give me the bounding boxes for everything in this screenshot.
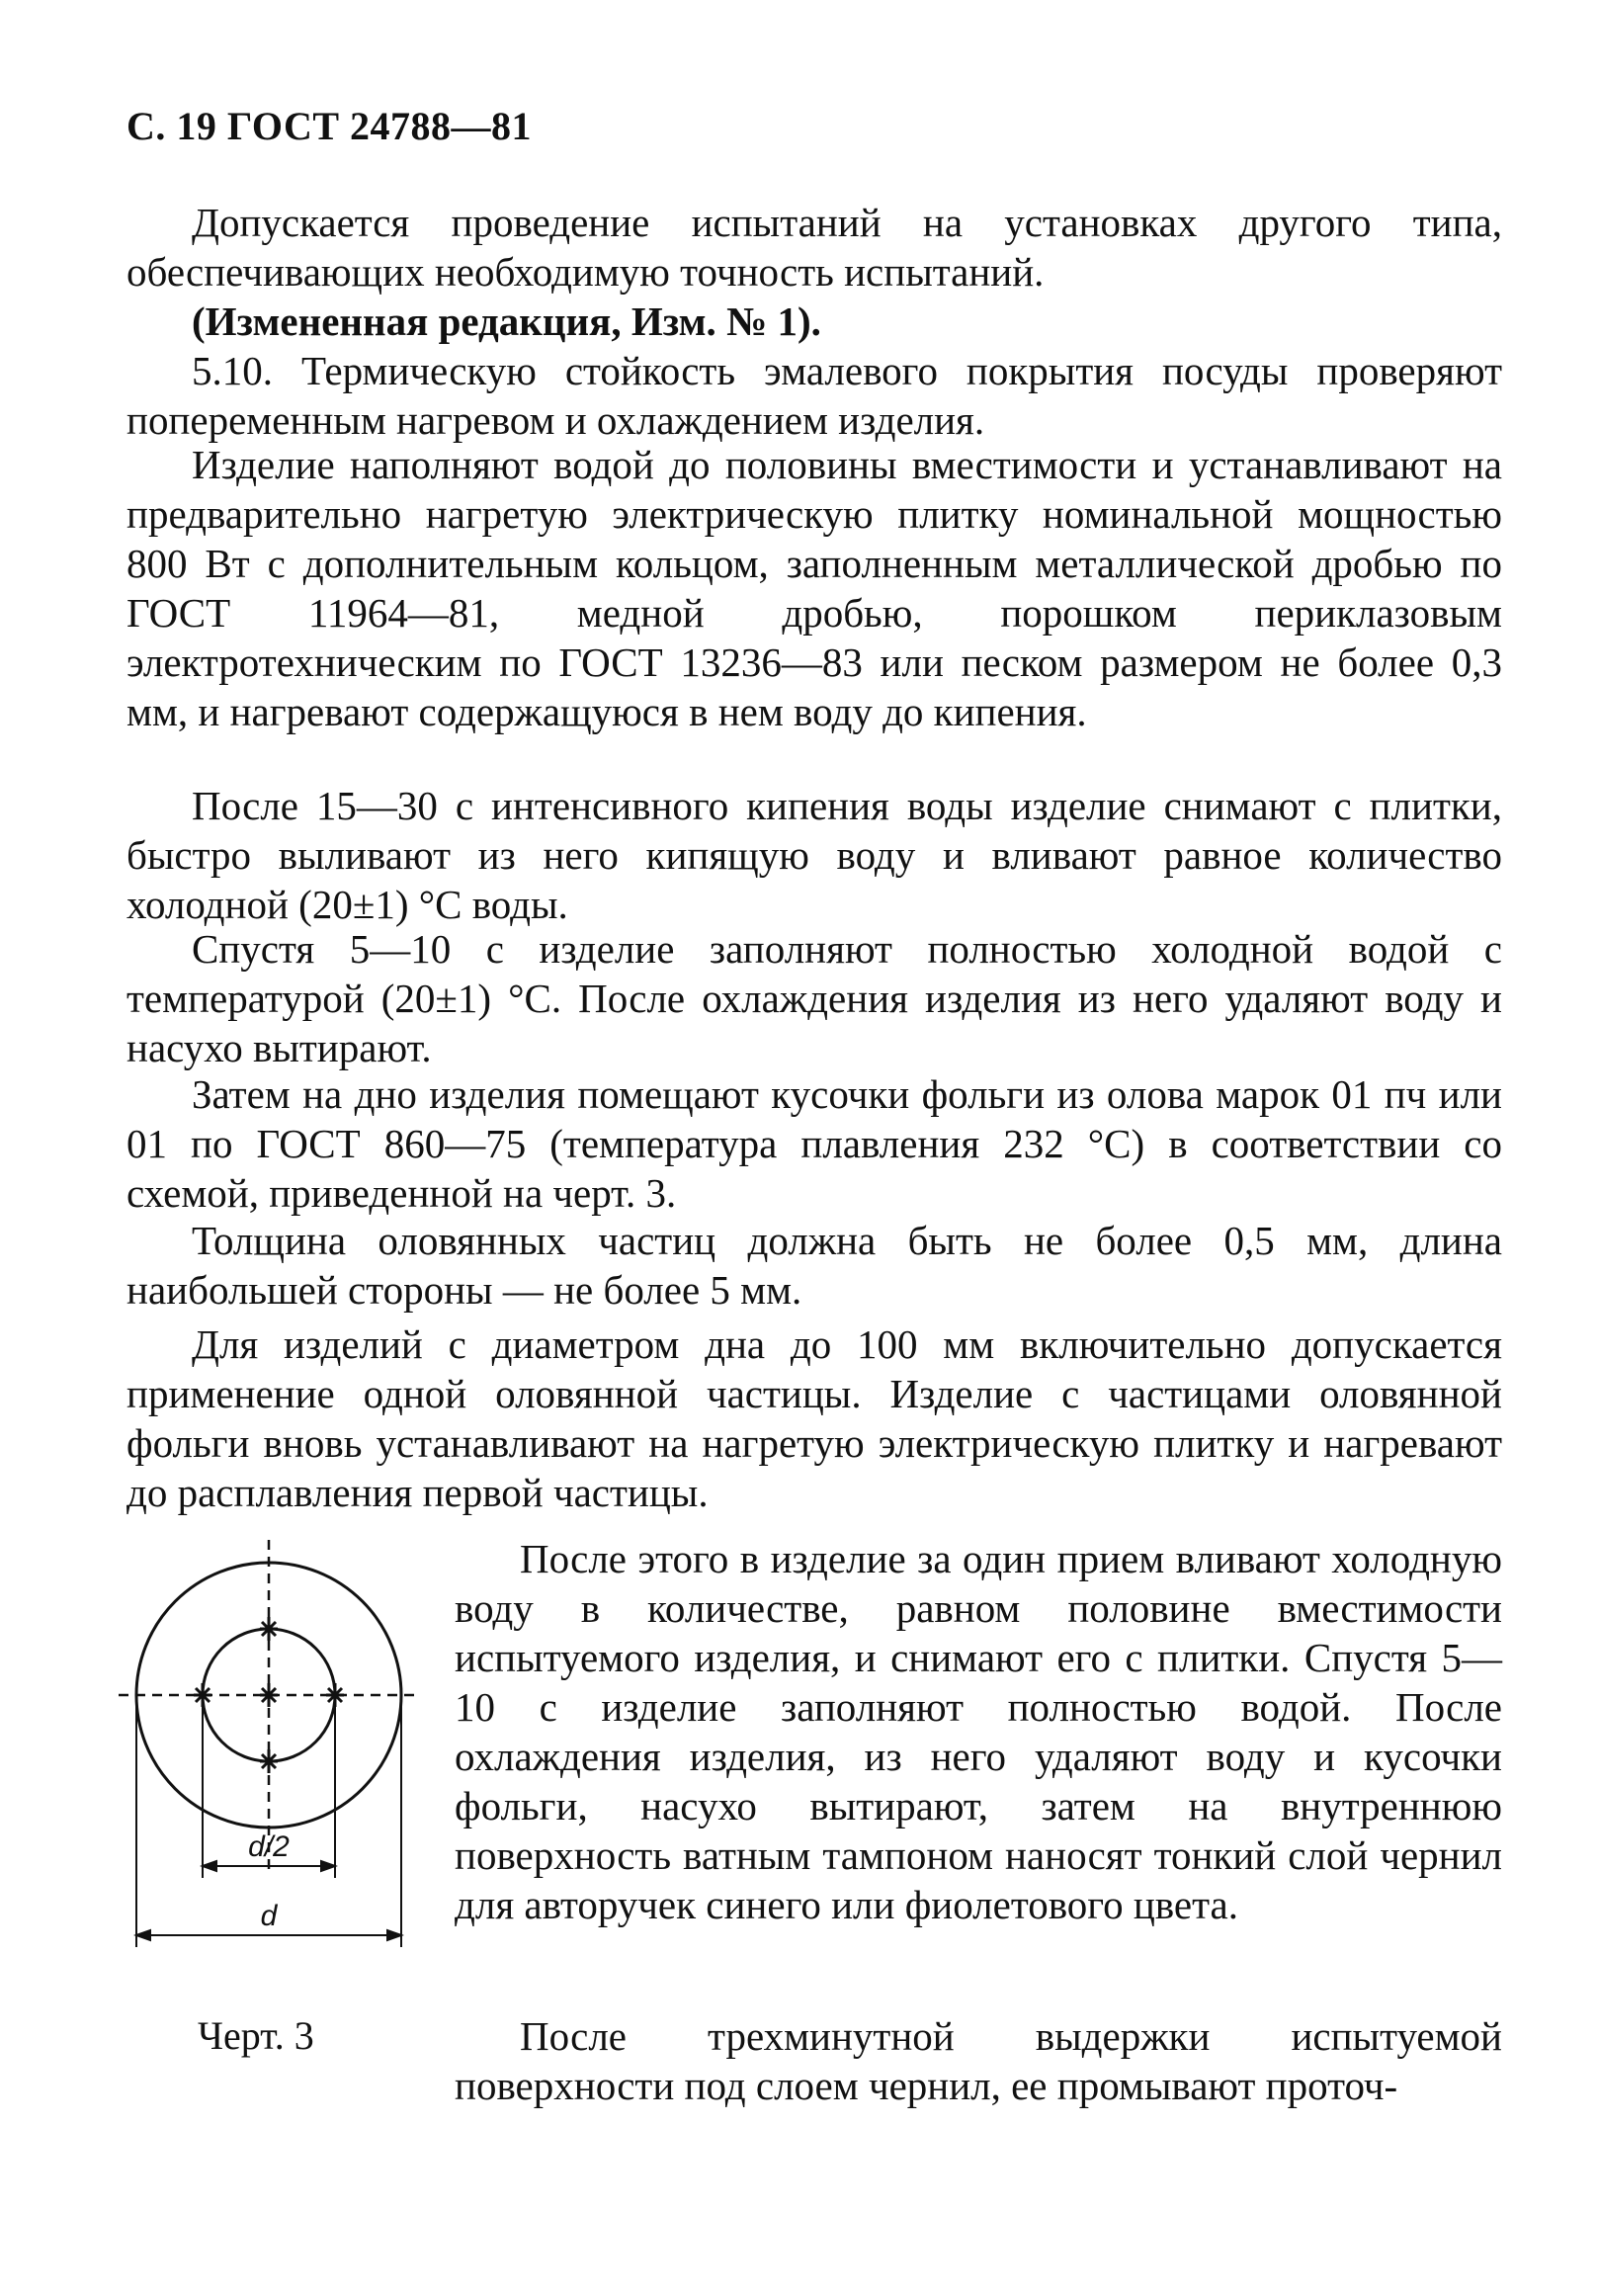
paragraph-amendment-note: (Измененная редакция, Изм. № 1).: [192, 298, 821, 344]
paragraph-cold-water-step: Спустя 5—10 с изделие заполняют полностью холодной водой с температурой (20±1) °С. После охлаждения изделия из него удаляют воду и насухо вытирают.: [126, 926, 1502, 1070]
paragraph-boiling-step: После 15—30 с интенсивного кипения воды изделие снимают с плитки, быстро выливают из него кипящую воду и вливают равное количество холодной (20±1) °С воды.: [126, 783, 1502, 927]
paragraph-single-particle: Для изделий с диаметром дна до 100 мм включительно допускается применение одной оловянной частицы. Изделие с частицами оловянной фольги вновь устанавливают на нагретую электрическую плитку и нагревают до расплавления первой частицы.: [126, 1321, 1502, 1515]
paragraph-ink-exposure: После трехминутной выдержки испытуемой поверхности под слоем чернил, ее промывают проточ-: [455, 2013, 1502, 2108]
dimension-label-full: d: [260, 1900, 278, 1932]
paragraph-cooling-and-ink: После этого в изделие за один прием вливают холодную воду в количестве, равном половине вместимости испытуемого изделия, и снимают его с плитки. Спустя 5—10 с изделие заполняют полностью водой. После охлаждения изделия, из него удаляют воду и кусочки фольги, насухо вытирают, затем на внутреннюю поверхность ватным тампоном наносят тонкий слой чернил для авторучек синего или фиолетового цвета.: [455, 1536, 1502, 1927]
paragraph-particle-size: Толщина оловянных частиц должна быть не более 0,5 мм, длина наибольшей стороны — не более 5 мм.: [126, 1218, 1502, 1313]
dimension-label-half: d/2: [248, 1830, 290, 1863]
page-header: С. 19 ГОСТ 24788—81: [126, 104, 533, 148]
figure-3-placement-scheme: [119, 1532, 445, 1997]
figure-caption: Черт. 3: [198, 2013, 314, 2058]
paragraph-5-10-thermal-resistance: 5.10. Термическую стойкость эмалевого покрытия посуды проверяют попеременным нагревом и охлаждением изделия.: [126, 348, 1502, 443]
paragraph-heating-procedure: Изделие наполняют водой до половины вместимости и устанавливают на предварительно нагретую электрическую плитку номинальной мощностью 800 Вт с дополнительным кольцом, заполненным металлической дробью по ГОСТ 11964—81, медной дробью, порошком периклазовым электротехническим по ГОСТ 13236—83 или песком размером не более 0,3 мм, и нагревают содержащуюся в нем воду до кипения.: [126, 442, 1502, 734]
paragraph-tin-foil-placement: Затем на дно изделия помещают кусочки фольги из олова марок 01 пч или 01 по ГОСТ 860—75 (температура плавления 232 °С) в соответствии со схемой, приведенной на черт. 3.: [126, 1071, 1502, 1216]
paragraph-test-installations: Допускается проведение испытаний на установках другого типа, обеспечивающих необходимую точность испытаний.: [126, 200, 1502, 295]
